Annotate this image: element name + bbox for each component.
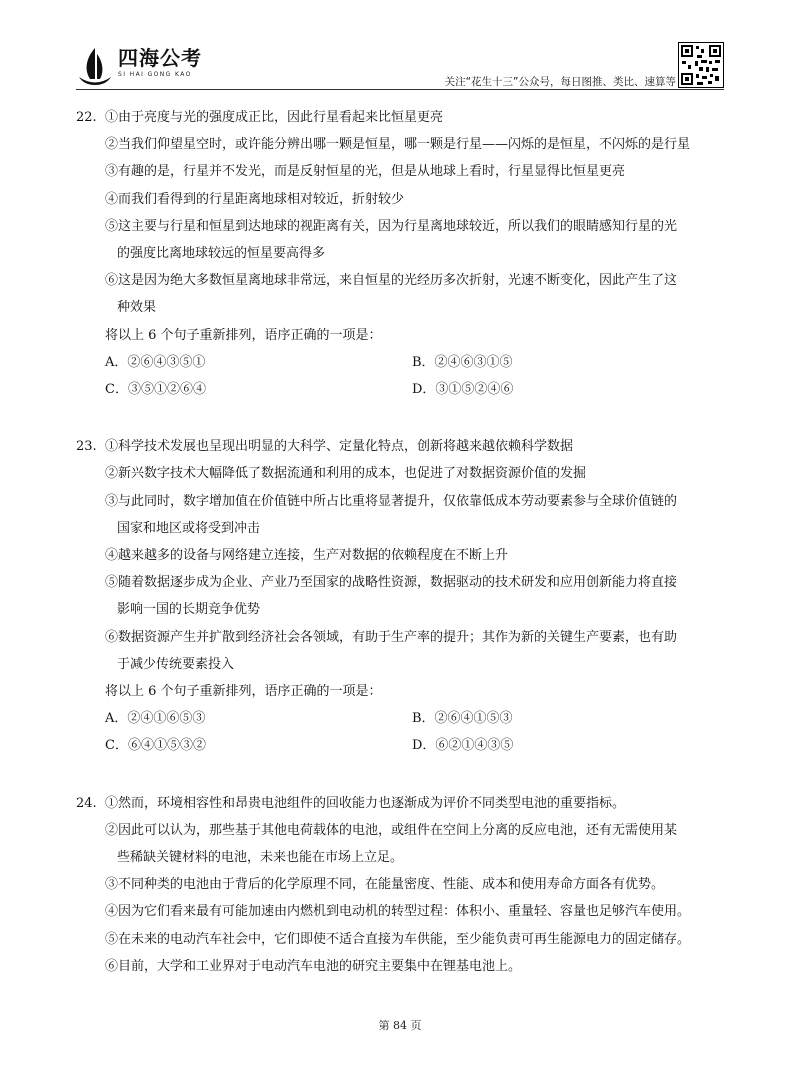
question-22: [76, 104, 736, 403]
question-number: 22.: [76, 110, 97, 125]
statement-text: ⑤这主要与行星和恒星到达地球的视距离有关，因为行星离地球较近，所以我们的眼睛感知行星的光: [105, 218, 678, 234]
question-number: 23.: [76, 439, 97, 455]
statement-text: ⑤在未来的电动汽车社会中，它们即使不适合直接为车供能，至少能负责可再生能源电力的固定储存。: [105, 931, 691, 947]
statement: [76, 104, 736, 131]
statement: [76, 131, 736, 158]
question-prompt: 将以上 6 个句子重新排列，语序正确的一项是：: [105, 684, 382, 700]
question-23: [76, 433, 736, 759]
qr-code-icon: [678, 42, 724, 88]
statement: [76, 488, 736, 515]
statement-text: ④因为它们看来最有可能加速由内燃机到电动机的转型过程：体积小、重量轻、容量也足够汽车使用。: [105, 904, 691, 920]
statement-text: ①然而，环境相容性和昂贵电池组件的回收能力也逐渐成为评价不同类型电池的重要指标。: [105, 795, 626, 811]
statement: [76, 926, 736, 953]
answer-options: [76, 349, 736, 403]
statement: [76, 790, 736, 817]
statement-continuation: 国家和地区或将受到冲击: [117, 520, 261, 536]
option-a: A．②④①⑥⑤③: [105, 711, 206, 727]
brand-name: 四海公考: [118, 46, 202, 70]
option-d: D．③①⑤②④⑥: [412, 382, 514, 398]
statement: [76, 817, 736, 844]
header-divider: [76, 89, 724, 90]
statement-text: ③有趣的是，行星并不发光，而是反射恒星的光，但是从地球上看时，行星显得比恒星更亮: [105, 164, 626, 180]
statement-text: ①由于亮度与光的强度成正比，因此行星看起来比恒星更亮: [105, 110, 444, 125]
statement: [76, 186, 736, 213]
statement-text: ③不同种类的电池由于背后的化学原理不同，在能量密度、性能、成本和使用寿命方面各有优势。: [105, 877, 665, 893]
statement: [76, 542, 736, 569]
statement: [76, 953, 736, 980]
statement: [76, 267, 736, 294]
statement-text: ①科学技术发展也呈现出明显的大科学、定量化特点，创新将越来越依赖科学数据: [105, 439, 574, 455]
answer-options: [76, 705, 736, 759]
statement-continuation: 影响一国的长期竞争优势: [117, 602, 261, 618]
statement: [76, 898, 736, 925]
header-slogan: 关注“花生十三”公众号，每日图推、类比、速算等: [444, 76, 676, 88]
page-header: [0, 0, 800, 100]
question-24: [76, 790, 736, 980]
statement-text: ②因此可以认为，那些基于其他电荷载体的电池，或组件在空间上分离的反应电池，还有无需使用某: [105, 822, 678, 838]
statement-text: ⑥目前，大学和工业界对于电动汽车电池的研究主要集中在锂基电池上。: [105, 958, 522, 974]
statement: [76, 158, 736, 185]
questions-content: [76, 104, 736, 980]
option-b: B．②⑥④①⑤③: [412, 711, 513, 727]
statement-text: ⑥数据资源产生并扩散到经济社会各领域，有助于生产率的提升；其作为新的关键生产要素，也有助: [105, 629, 678, 645]
question-number: 24.: [76, 795, 97, 811]
statement: [76, 213, 736, 240]
statement: [76, 460, 736, 487]
statement-continuation: 的强度比离地球较远的恒星要高得多: [117, 246, 326, 262]
statement: [76, 569, 736, 596]
sailboat-logo-icon: [76, 46, 114, 86]
option-b: B．②④⑥③①⑤: [412, 354, 513, 370]
statement-text: ⑤随着数据逐步成为企业、产业乃至国家的战略性资源，数据驱动的技术研发和应用创新能力将直接: [105, 575, 678, 591]
statement-text: ⑥这是因为绝大多数恒星离地球非常远，来自恒星的光经历多次折射，光速不断变化，因此产生了这: [105, 273, 678, 289]
statement-continuation: 种效果: [117, 300, 157, 316]
option-c: C．③⑤①②⑥④: [105, 382, 206, 398]
statement-text: ④而我们看得到的行星距离地球相对较近，折射较少: [105, 191, 405, 207]
option-d: D．⑥②①④③⑤: [412, 738, 514, 754]
brand-logo: [76, 46, 202, 86]
statement: [76, 433, 736, 460]
page-number: 第 84 页: [378, 1019, 422, 1032]
statement-text: ③与此同时，数字增加值在价值链中所占比重将显著提升，仅依靠低成本劳动要素参与全球价值链的: [105, 493, 678, 509]
statement-text: ②当我们仰望星空时，或许能分辨出哪一颗是恒星，哪一颗是行星——闪烁的是恒星，不闪烁的是行星: [105, 137, 691, 153]
statement: [76, 871, 736, 898]
option-a: A．②⑥④③⑤①: [105, 354, 206, 370]
statement: [76, 624, 736, 651]
statement-text: ②新兴数字技术大幅降低了数据流通和利用的成本，也促进了对数据资源价值的发掘: [105, 466, 587, 482]
option-c: C．⑥④①⑤③②: [105, 738, 206, 754]
statement-text: ④越来越多的设备与网络建立连接，生产对数据的依赖程度在不断上升: [105, 548, 509, 564]
question-prompt: 将以上 6 个句子重新排列，语序正确的一项是：: [105, 327, 382, 343]
statement-continuation: 于减少传统要素投入: [117, 656, 235, 672]
statement-continuation: 些稀缺关键材料的电池，未来也能在市场上立足。: [117, 850, 404, 866]
brand-subtitle: SI HAI GONG KAO: [118, 71, 192, 78]
